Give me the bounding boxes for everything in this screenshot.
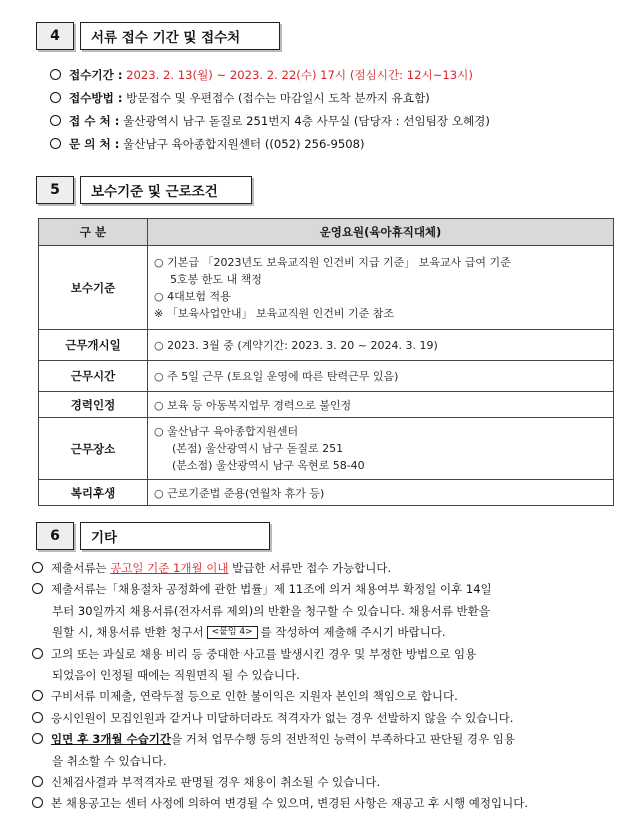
note-text: 를 작성하여 제출해 주시기 바랍니다. (260, 625, 446, 640)
pay-line: 5호봉 한도 내 책정 (170, 272, 262, 286)
list-item (32, 558, 616, 579)
contact-label: 문 의 처 : (69, 137, 120, 151)
circle-bullet-icon (50, 138, 61, 149)
table-row (39, 480, 614, 506)
row-value (148, 246, 614, 330)
list-item (32, 686, 616, 707)
note-emphasis: 임면 후 3개월 수습기간 (51, 732, 171, 747)
note-continuation: 을 취소할 수 있습니다. (52, 753, 167, 768)
note-text: 원할 시, 채용서류 반환 청구서 (52, 625, 204, 640)
place-value: 울산광역시 남구 돋질로 251번지 4층 사무실 (담당자 : 선임팀장 오혜경) (123, 114, 490, 128)
period-label: 접수기간 : (69, 68, 123, 82)
note-text: 발급한 서류만 접수 가능합니다. (228, 561, 392, 575)
note-text: 고의 또는 과실로 채용 비리 등 중대한 사고를 발생시킨 경우 및 부정한 방법으로 임용 (51, 646, 477, 661)
section-6-header (36, 522, 270, 550)
location-line: (분소점) 울산광역시 남구 옥현로 58-40 (172, 459, 365, 472)
application-info (50, 64, 620, 156)
list-item (32, 708, 616, 729)
place-label: 접 수 처 : (69, 114, 120, 128)
period-value: 2023. 2. 13(월) ~ 2023. 2. 22(수) 17시 (점심시간: 12시~13시) (126, 68, 473, 82)
pay-line: ○ 기본급 「2023년도 보육교직원 인건비 지급 기준」 보육교사 급여 기준 (154, 255, 511, 269)
circle-bullet-icon (32, 562, 43, 573)
note-text: 구비서류 미제출, 연락두절 등으로 인한 불이익은 지원자 본인의 책임으로 합니다. (51, 689, 458, 704)
method-label: 접수방법 : (69, 91, 123, 105)
list-item (32, 793, 616, 814)
header-category: 구 분 (39, 219, 148, 246)
pay-line: ※ 「보육사업안내」 보육교직원 인건비 기준 참조 (154, 306, 394, 320)
method-row (50, 87, 620, 110)
circle-bullet-icon (32, 690, 43, 701)
attachment-badge: <붙임 4> (207, 626, 258, 639)
list-item (32, 579, 616, 600)
section-number: 5 (36, 176, 74, 204)
table-header-row (39, 219, 614, 246)
row-key: 경력인정 (39, 392, 148, 418)
note-text: 본 채용공고는 센터 사정에 의하여 변경될 수 있으며, 변경된 사항은 재공고 후 시행 예정입니다. (51, 796, 528, 811)
row-value (148, 418, 614, 480)
list-item (32, 729, 616, 750)
section-5-header (36, 176, 252, 204)
row-key: 근무개시일 (39, 330, 148, 361)
circle-bullet-icon (50, 92, 61, 103)
row-value: ○ 2023. 3월 중 (계약기간: 2023. 3. 20 ~ 2024. 3. 19) (148, 330, 614, 361)
note-continuation: 되었음이 인정될 때에는 직원면직 될 수 있습니다. (52, 668, 300, 683)
period-row (50, 64, 620, 87)
contact-row (50, 133, 620, 156)
place-row (50, 110, 620, 133)
section-number: 4 (36, 22, 74, 50)
row-value: ○ 주 5일 근무 (토요일 운영에 따른 탄력근무 있음) (148, 361, 614, 392)
notes-list (32, 558, 616, 815)
note-text: 제출서류는「채용절차 공정화에 관한 법률」제 11조에 의거 채용여부 확정일 이후 14일 (51, 582, 492, 597)
header-position: 운영요원(육아휴직대체) (148, 219, 614, 246)
conditions-table (38, 218, 614, 506)
table-row (39, 392, 614, 418)
list-item (32, 644, 616, 665)
row-key: 보수기준 (39, 246, 148, 330)
note-text: 신체검사결과 부적격자로 판명될 경우 채용이 취소될 수 있습니다. (51, 775, 381, 790)
pay-line: ○ 4대보험 적용 (154, 289, 231, 303)
note-continuation: 부터 30일까지 채용서류(전자서류 제외)의 반환을 청구할 수 있습니다. 채용서류 반환을 (52, 603, 490, 618)
table-row (39, 330, 614, 361)
circle-bullet-icon (50, 115, 61, 126)
list-item (32, 772, 616, 793)
table-row (39, 361, 614, 392)
circle-bullet-icon (50, 69, 61, 80)
section-number: 6 (36, 522, 74, 550)
section-title: 보수기준 및 근로조건 (80, 176, 252, 204)
note-text: 응시인원이 모집인원과 같거나 미달하더라도 적격자가 없는 경우 선발하지 않을 수 있습니다. (51, 710, 514, 725)
section-4-header (36, 22, 280, 50)
circle-bullet-icon (32, 712, 43, 723)
circle-bullet-icon (32, 797, 43, 808)
circle-bullet-icon (32, 776, 43, 787)
circle-bullet-icon (32, 583, 43, 594)
row-key: 근무시간 (39, 361, 148, 392)
section-title: 기타 (80, 522, 270, 550)
note-text: 을 거쳐 업무수행 등의 전반적인 능력이 부족하다고 판단될 경우 임용 (171, 732, 515, 747)
method-value: 방문접수 및 우편접수 (접수는 마감일시 도착 분까지 유효함) (126, 91, 430, 105)
contact-value: 울산남구 육아종합지원센터 ((052) 256-9508) (123, 137, 365, 151)
note-continuation (32, 622, 616, 643)
circle-bullet-icon (32, 733, 43, 744)
table-row (39, 418, 614, 480)
location-line: ○ 울산남구 육아종합지원센터 (154, 425, 299, 438)
row-value: ○ 보육 등 아동복지업무 경력으로 불인정 (148, 392, 614, 418)
row-value: ○ 근로기준법 준용(연월차 휴가 등) (148, 480, 614, 506)
note-text: 제출서류는 (51, 561, 111, 575)
row-key: 복리후생 (39, 480, 148, 506)
row-key: 근무장소 (39, 418, 148, 480)
circle-bullet-icon (32, 648, 43, 659)
table-row (39, 246, 614, 330)
location-line: (본점) 울산광역시 남구 돋질로 251 (172, 442, 344, 455)
section-title: 서류 접수 기간 및 접수처 (80, 22, 280, 50)
note-highlight: 공고일 기준 1개월 이내 (110, 561, 229, 575)
